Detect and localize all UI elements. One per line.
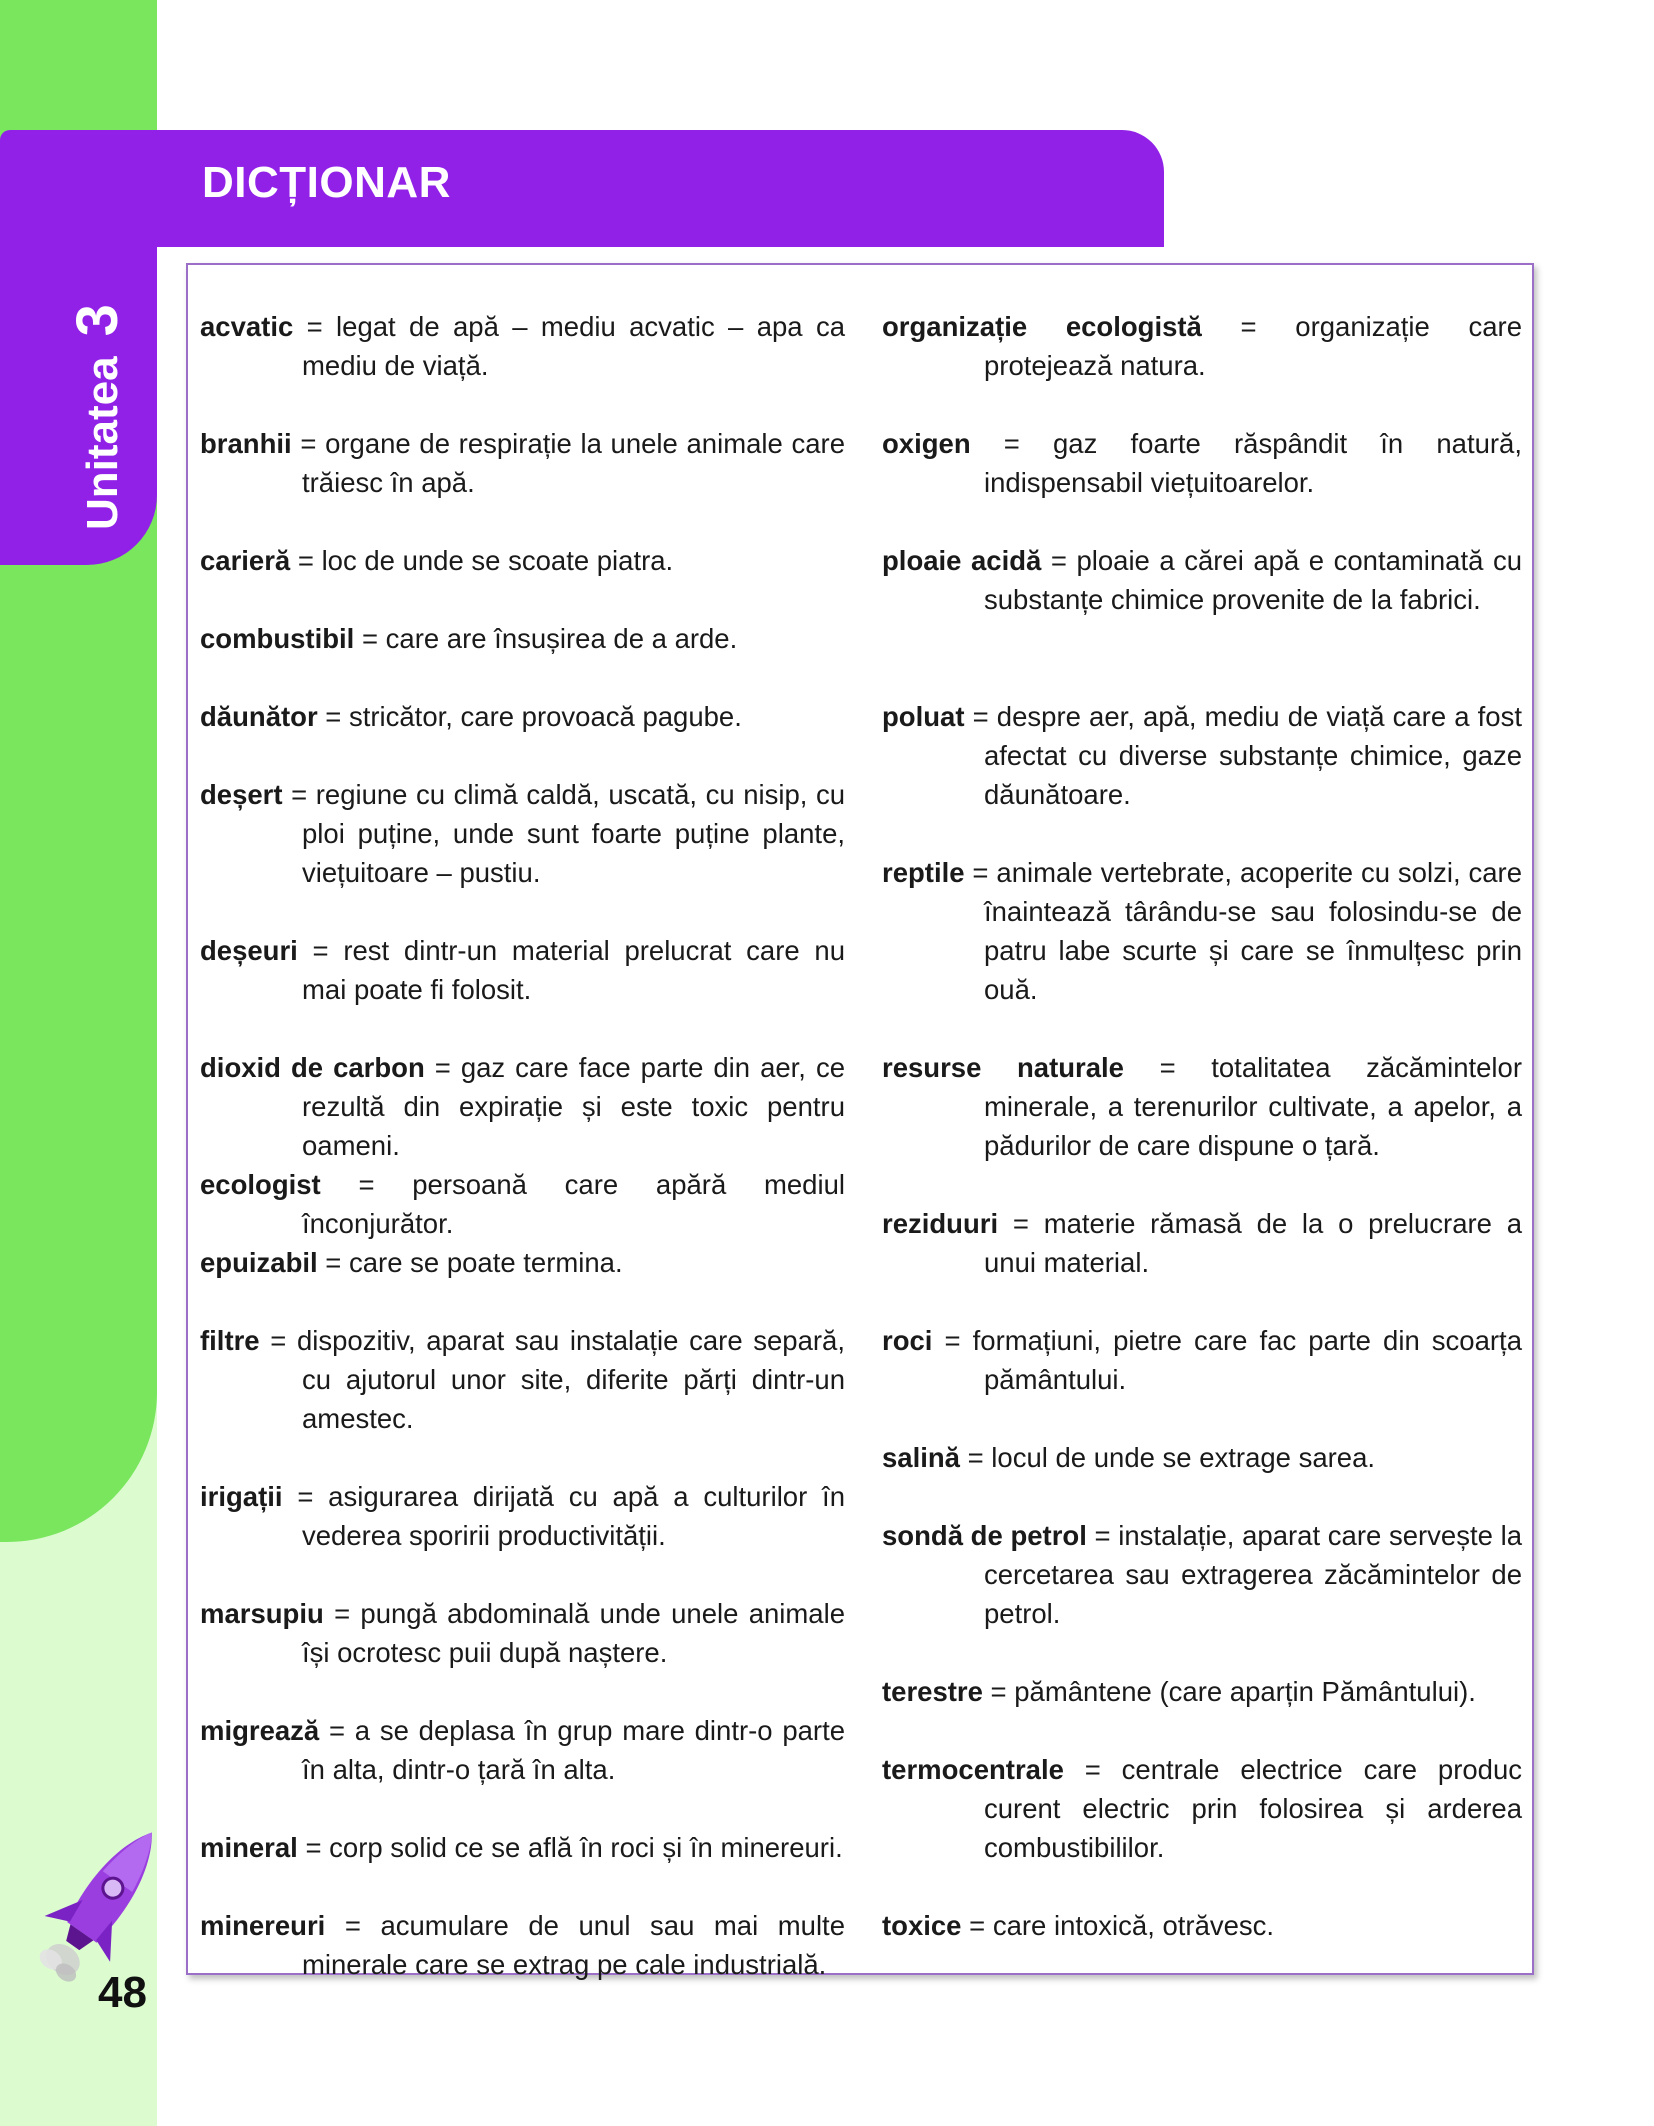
entry-definition: = pungă abdominală unde unele animale își ocrotesc puii după naștere. bbox=[302, 1597, 845, 1668]
entry-definition: = despre aer, apă, mediu de viață care a fost afectat cu diverse substanțe chimice, gaze dăunătoare. bbox=[964, 700, 1522, 810]
entry-definition: = organe de respirație la unele animale care trăiesc în apă. bbox=[291, 427, 845, 498]
entry-term: dioxid de carbon bbox=[200, 1051, 425, 1083]
entry-definition: = rest dintr-un material prelucrat care nu mai poate fi folosit. bbox=[297, 934, 845, 1005]
entry-definition: = materie rămasă de la o prelucrare a unui material. bbox=[984, 1207, 1522, 1278]
page-title: DICȚIONAR bbox=[202, 158, 451, 207]
entry-definition: = dispozitiv, aparat sau instalație care separă, cu ajutorul unor site, diferite părți dintr-un amestec. bbox=[259, 1324, 845, 1434]
entry-term: acvatic bbox=[200, 310, 294, 342]
dictionary-entry bbox=[200, 619, 845, 658]
entry-term: combustibil bbox=[200, 622, 355, 654]
entry-definition: = asigurarea dirijată cu apă a culturilor în vederea sporirii productivității. bbox=[282, 1480, 845, 1551]
header-band bbox=[0, 130, 1164, 247]
entry-definition: = organizație care protejează natura. bbox=[984, 310, 1522, 381]
entry-definition: = care are însușirea de a arde. bbox=[354, 622, 738, 654]
dictionary-entry bbox=[200, 775, 845, 892]
entry-definition: = totalitatea zăcămintelor minerale, a terenurilor cultivate, a apelor, a pădurilor de care dispune o țară. bbox=[984, 1051, 1522, 1161]
dictionary-entry bbox=[882, 697, 1522, 814]
entry-definition: = gaz care face parte din aer, ce rezultă din expirație și este toxic pentru oameni. bbox=[302, 1051, 845, 1161]
entry-term: termocentrale bbox=[882, 1753, 1064, 1785]
dictionary-entry bbox=[200, 1828, 845, 1867]
entry-term: mineral bbox=[200, 1831, 298, 1863]
dictionary-entry bbox=[882, 541, 1522, 619]
dictionary-entry bbox=[882, 1048, 1522, 1165]
dictionary-entry bbox=[200, 931, 845, 1009]
entry-definition: = gaz foarte răspândit în natură, indispensabil viețuitoarelor. bbox=[970, 427, 1522, 498]
entry-term: carieră bbox=[200, 544, 291, 576]
entry-term: branhii bbox=[200, 427, 292, 459]
entry-definition: = ploaie a cărei apă e contaminată cu substanțe chimice provenite de la fabrici. bbox=[984, 544, 1522, 615]
dictionary-entry bbox=[882, 1672, 1522, 1711]
entry-definition: = centrale electrice care produc curent electric prin folosirea și arderea combustibililor. bbox=[984, 1753, 1522, 1863]
dictionary-entry bbox=[200, 307, 845, 385]
entry-term: dăunător bbox=[200, 700, 318, 732]
entry-definition: = care se poate termina. bbox=[317, 1246, 623, 1278]
entry-definition: = legat de apă – mediu acvatic – apa ca mediu de viață. bbox=[293, 310, 845, 381]
dictionary-entry bbox=[200, 1321, 845, 1438]
dictionary-entry bbox=[200, 1594, 845, 1672]
dictionary-entry bbox=[200, 1906, 845, 1984]
dictionary-entry bbox=[882, 1906, 1522, 1945]
entry-definition: = a se deplasa în grup mare dintr-o parte în alta, dintr-o țară în alta. bbox=[302, 1714, 845, 1785]
entry-term: deșert bbox=[200, 778, 283, 810]
entry-definition: = formațiuni, pietre care fac parte din scoarța pământului. bbox=[932, 1324, 1522, 1395]
unit-number: 3 bbox=[65, 304, 130, 337]
entry-definition: = locul de unde se extrage sarea. bbox=[959, 1441, 1376, 1473]
entry-term: resurse naturale bbox=[882, 1051, 1124, 1083]
rocket-icon bbox=[36, 1808, 166, 1988]
entry-term: toxice bbox=[882, 1909, 962, 1941]
entry-definition: = animale vertebrate, acoperite cu solzi, care înaintează târându-se sau folosindu-se de patru labe scurte și care se înmulțesc prin ouă. bbox=[964, 856, 1522, 1005]
entry-term: migrează bbox=[200, 1714, 320, 1746]
entry-term: sondă de petrol bbox=[882, 1519, 1087, 1551]
dictionary-entry bbox=[882, 1438, 1522, 1477]
entry-term: organizație ecologistă bbox=[882, 310, 1202, 342]
entry-term: terestre bbox=[882, 1675, 983, 1707]
entry-definition: = acumulare de unul sau mai multe minerale care se extrag pe cale industrială. bbox=[302, 1909, 845, 1980]
entry-term: irigații bbox=[200, 1480, 283, 1512]
entry-term: filtre bbox=[200, 1324, 260, 1356]
dictionary-entry bbox=[882, 1750, 1522, 1867]
dictionary-entry bbox=[200, 541, 845, 580]
dictionary-entry bbox=[882, 1516, 1522, 1633]
entry-term: ploaie acidă bbox=[882, 544, 1042, 576]
entry-definition: = corp solid ce se află în roci și în minereuri. bbox=[297, 1831, 843, 1863]
dictionary-entry bbox=[200, 1243, 845, 1282]
dictionary-entry bbox=[882, 1321, 1522, 1399]
dictionary-entry bbox=[200, 424, 845, 502]
entry-term: reptile bbox=[882, 856, 965, 888]
unit-label-text: Unitatea bbox=[78, 356, 127, 530]
entry-definition: = instalație, aparat care servește la cercetarea sau extragerea zăcămintelor de petrol. bbox=[984, 1519, 1522, 1629]
dictionary-entry bbox=[200, 697, 845, 736]
entry-definition: = regiune cu climă caldă, uscată, cu nisip, cu ploi puține, unde sunt foarte puține plante, viețuitoare – pustiu. bbox=[282, 778, 845, 888]
entry-term: ecologist bbox=[200, 1168, 321, 1200]
entry-definition: = persoană care apără mediul înconjurător. bbox=[302, 1168, 845, 1239]
dictionary-entry bbox=[882, 853, 1522, 1009]
dictionary-entry bbox=[882, 307, 1522, 385]
dictionary-entry bbox=[200, 1711, 845, 1789]
entry-term: oxigen bbox=[882, 427, 971, 459]
dictionary-box bbox=[186, 263, 1534, 1980]
entry-term: epuizabil bbox=[200, 1246, 318, 1278]
page-number: 48 bbox=[98, 1968, 147, 2017]
entry-definition: = pământene (care aparțin Pământului). bbox=[982, 1675, 1476, 1707]
dictionary-entry bbox=[882, 1204, 1522, 1282]
entry-term: minereuri bbox=[200, 1909, 326, 1941]
entry-term: marsupiu bbox=[200, 1597, 324, 1629]
entry-definition: = loc de unde se scoate piatra. bbox=[290, 544, 674, 576]
entry-term: roci bbox=[882, 1324, 933, 1356]
entry-term: salină bbox=[882, 1441, 960, 1473]
dictionary-entry bbox=[200, 1048, 845, 1165]
entry-term: reziduuri bbox=[882, 1207, 999, 1239]
entry-definition: = care intoxică, otrăvesc. bbox=[961, 1909, 1275, 1941]
dictionary-entry bbox=[200, 1477, 845, 1555]
dictionary-entry bbox=[200, 1165, 845, 1243]
entry-definition: = stricător, care provoacă pagube. bbox=[317, 700, 742, 732]
entry-term: deșeuri bbox=[200, 934, 298, 966]
dictionary-entry bbox=[882, 424, 1522, 502]
unit-label bbox=[64, 304, 131, 530]
entry-term: poluat bbox=[882, 700, 965, 732]
